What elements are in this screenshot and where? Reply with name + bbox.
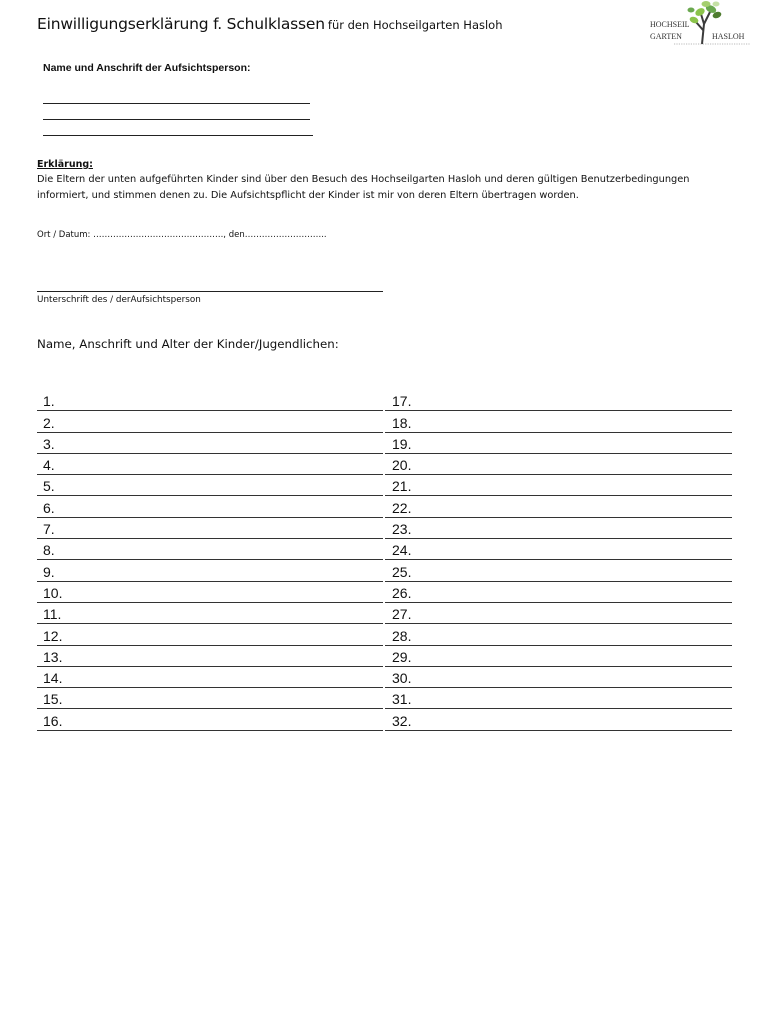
- child-entry-field[interactable]: [37, 539, 383, 560]
- child-entry-number: 25.: [392, 563, 412, 580]
- child-entry-number: 3.: [43, 435, 55, 452]
- child-entry-field[interactable]: [385, 539, 732, 560]
- child-entry-number: 30.: [392, 670, 412, 687]
- child-entry-number: 23.: [392, 521, 412, 538]
- place-date-field[interactable]: Ort / Datum: ………………………………………., den………………………..: [37, 230, 327, 240]
- child-entry-field[interactable]: [37, 433, 383, 454]
- supervisor-address-line-1[interactable]: [43, 103, 310, 104]
- child-entry-number: 5.: [43, 478, 55, 495]
- child-entry-field[interactable]: [385, 582, 732, 603]
- child-entry-number: 9.: [43, 563, 55, 580]
- children-row: [37, 667, 732, 688]
- children-row: [37, 454, 732, 475]
- child-entry-number: 27.: [392, 606, 412, 623]
- child-entry-field[interactable]: [37, 603, 383, 624]
- declaration-text: Die Eltern der unten aufgeführten Kinder sind über den Besuch des Hochseilgarten Hasloh und deren gültigen Benutzerbedingungen informiert, und stimmen denen zu. Die Aufsichtspflicht der Kinder ist mir von deren Eltern übertragen worden.: [37, 174, 690, 201]
- child-entry-field[interactable]: [385, 475, 732, 496]
- children-row: [37, 646, 732, 667]
- children-row: [37, 603, 732, 624]
- child-entry-number: 21.: [392, 478, 412, 495]
- child-entry-field[interactable]: [385, 688, 732, 709]
- child-entry-number: 17.: [392, 393, 412, 410]
- declaration-heading: Erklärung:: [37, 159, 93, 170]
- child-entry-number: 26.: [392, 584, 412, 601]
- supervisor-address-line-2[interactable]: [43, 119, 310, 120]
- child-entry-field[interactable]: [385, 646, 732, 667]
- child-entry-field[interactable]: [385, 667, 732, 688]
- children-row: [37, 433, 732, 454]
- children-row: [37, 475, 732, 496]
- child-entry-number: 22.: [392, 499, 412, 516]
- child-entry-field[interactable]: [37, 582, 383, 603]
- children-row: [37, 560, 732, 581]
- hochseilgarten-logo: [644, 0, 754, 50]
- supervisor-label: Name und Anschrift der Aufsichtsperson:: [43, 62, 251, 74]
- child-entry-number: 31.: [392, 691, 412, 708]
- children-row: [37, 688, 732, 709]
- child-entry-field[interactable]: [385, 454, 732, 475]
- child-entry-field[interactable]: [385, 560, 732, 581]
- child-entry-field[interactable]: [37, 454, 383, 475]
- child-entry-number: 32.: [392, 712, 412, 729]
- child-entry-field[interactable]: [37, 688, 383, 709]
- logo-line2-left: GARTEN: [650, 32, 682, 41]
- children-row: [37, 624, 732, 645]
- child-entry-number: 24.: [392, 542, 412, 559]
- child-entry-field[interactable]: [385, 710, 732, 731]
- child-entry-number: 19.: [392, 435, 412, 452]
- child-entry-number: 29.: [392, 648, 412, 665]
- page-title: [37, 14, 503, 33]
- child-entry-field[interactable]: [37, 646, 383, 667]
- children-row: [37, 539, 732, 560]
- child-entry-field[interactable]: [385, 433, 732, 454]
- child-entry-field[interactable]: [385, 518, 732, 539]
- title-main: Einwilligungserklärung f. Schulklassen: [37, 15, 325, 33]
- child-entry-field[interactable]: [37, 411, 383, 432]
- child-entry-number: 28.: [392, 627, 412, 644]
- child-entry-field[interactable]: [385, 624, 732, 645]
- supervisor-address-line-3[interactable]: [43, 135, 313, 136]
- child-entry-field[interactable]: [37, 560, 383, 581]
- children-heading: Name, Anschrift und Alter der Kinder/Jugendlichen:: [37, 337, 339, 351]
- child-entry-field[interactable]: [385, 603, 732, 624]
- child-entry-number: 8.: [43, 542, 55, 559]
- logo-line1: HOCHSEIL: [650, 20, 690, 29]
- child-entry-number: 14.: [43, 670, 63, 687]
- child-entry-field[interactable]: [37, 518, 383, 539]
- signature-line[interactable]: [37, 291, 383, 292]
- child-entry-number: 15.: [43, 691, 63, 708]
- children-row: [37, 411, 732, 432]
- child-entry-number: 18.: [392, 414, 412, 431]
- child-entry-field[interactable]: [37, 497, 383, 518]
- child-entry-number: 4.: [43, 457, 55, 474]
- child-entry-field[interactable]: [37, 390, 383, 411]
- child-entry-field[interactable]: [385, 497, 732, 518]
- signature-label: Unterschrift des / derAufsichtsperson: [37, 295, 201, 305]
- child-entry-field[interactable]: [37, 710, 383, 731]
- child-entry-number: 11.: [43, 606, 62, 623]
- child-entry-number: 6.: [43, 499, 55, 516]
- children-row: [37, 710, 732, 731]
- logo-line2-right: HASLOH: [712, 32, 745, 41]
- children-row: [37, 518, 732, 539]
- child-entry-number: 20.: [392, 457, 412, 474]
- child-entry-field[interactable]: [385, 390, 732, 411]
- child-entry-field[interactable]: [385, 411, 732, 432]
- child-entry-number: 1.: [43, 393, 55, 410]
- child-entry-number: 13.: [43, 648, 63, 665]
- title-sub: für den Hochseilgarten Hasloh: [327, 18, 503, 32]
- child-entry-number: 12.: [43, 627, 63, 644]
- child-entry-field[interactable]: [37, 475, 383, 496]
- child-entry-number: 10.: [43, 584, 63, 601]
- child-entry-number: 7.: [43, 521, 55, 538]
- child-entry-field[interactable]: [37, 624, 383, 645]
- child-entry-number: 16.: [43, 712, 63, 729]
- child-entry-number: 2.: [43, 414, 55, 431]
- children-row: [37, 582, 732, 603]
- children-row: [37, 390, 732, 411]
- children-row: [37, 497, 732, 518]
- child-entry-field[interactable]: [37, 667, 383, 688]
